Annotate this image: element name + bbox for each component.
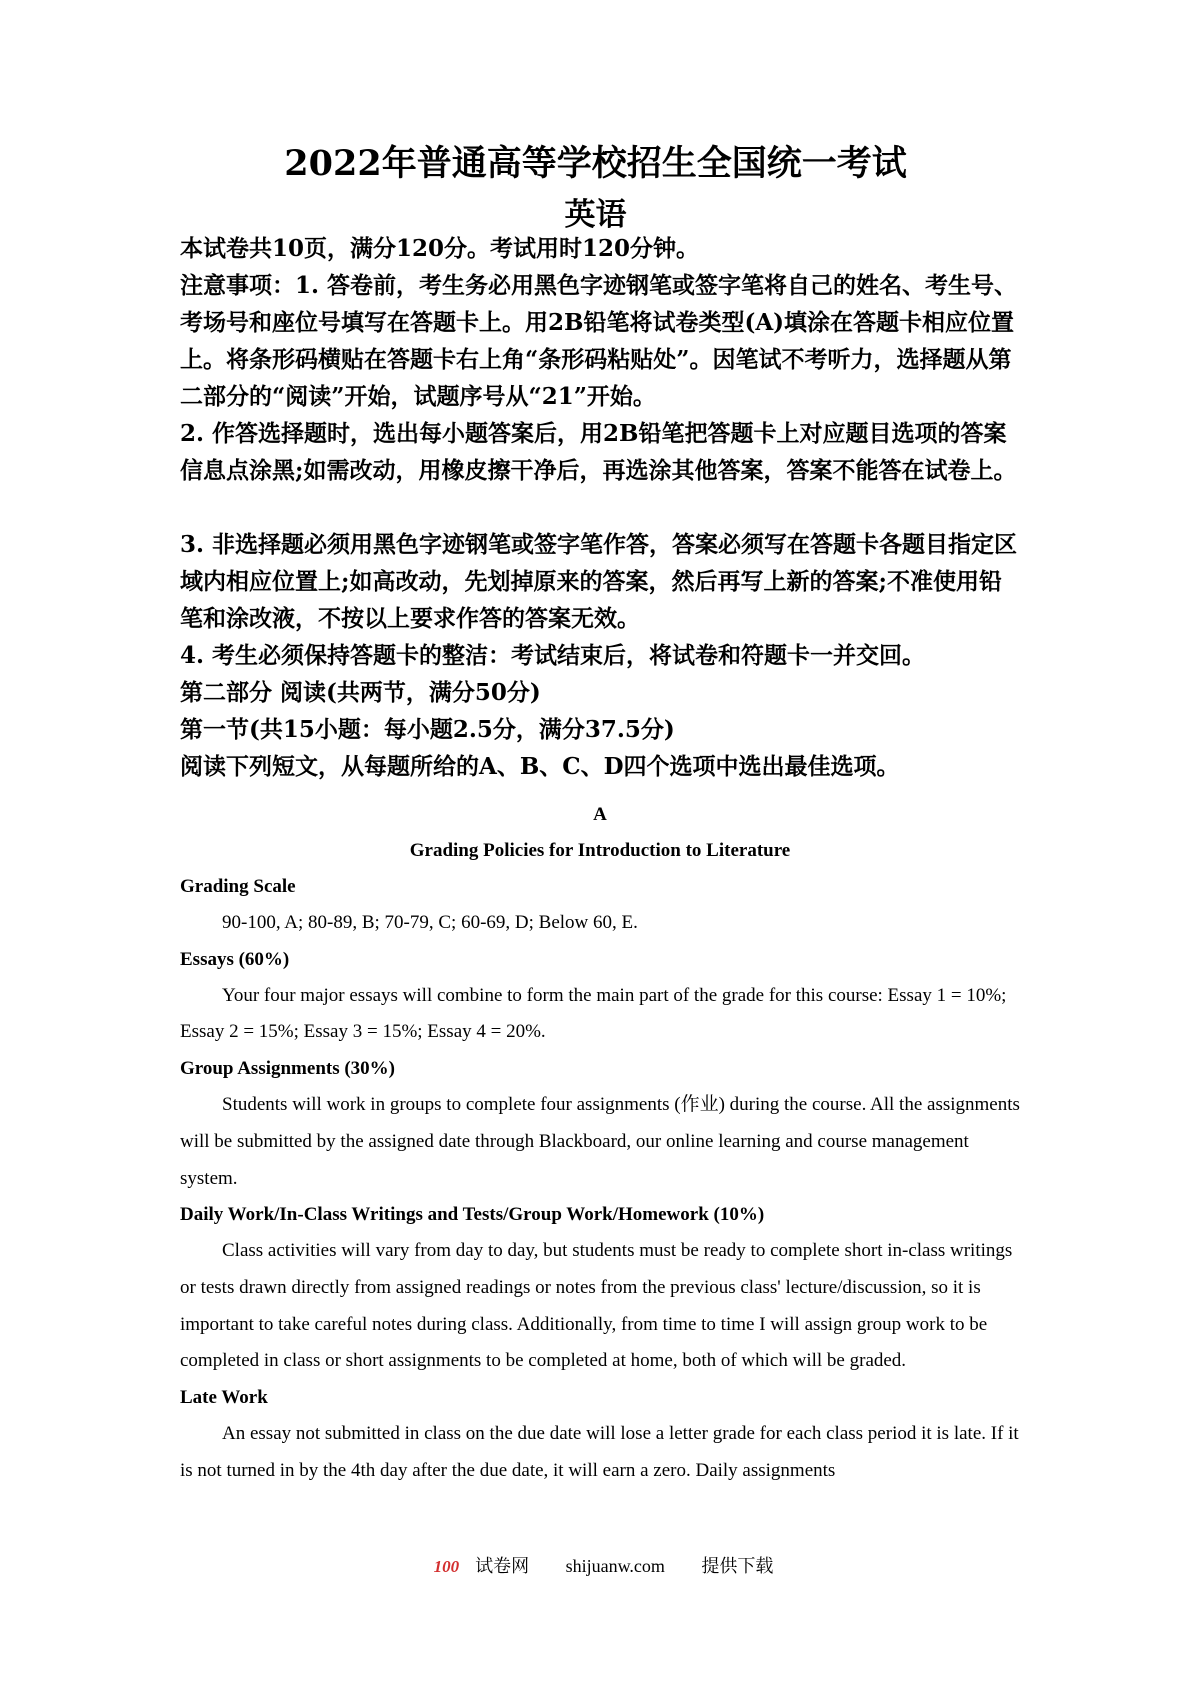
section-heading: Daily Work/In-Class Writings and Tests/Group Work/Homework (10%) [180,1204,765,1226]
section-body: An essay not submitted in class on the due date will lose a letter grade for each class period it is late. If it is not turned in by the 4th day after the due date, it will earn a zero. Daily assignments [180,1423,1019,1481]
logo-text: 试卷网 [475,1556,530,1576]
footer-site: shijuanw.com [565,1556,665,1576]
section-body: Students will work in groups to complete four assignments (作业) during the course. All the assignments will be submitted by the assigned date through Blackboard, our online learning and course management system. [180,1094,1020,1189]
instruction-note-2: 2. 作答选择题时，选出每小题答案后，用2B铅笔把答题卡上对应题目选项的答案信息点涂黑;如需改动，用橡皮擦干净后，再选涂其他答案，答案不能答在试卷上。 [180,420,1017,484]
section-one-heading: 第一节(共15小题：每小题2.5分，满分37.5分) [180,716,675,743]
instruction-note-3: 3. 非选择题必须用黑色字迹钢笔或签字笔作答，答案必须写在答题卡各题目指定区域内相应位置上;如高改动，先划掉原来的答案，然后再写上新的答案;不准使用铅笔和涂改液，不按以上要求作答的答案无效。 [180,531,1018,632]
section-heading: Late Work [180,1387,268,1409]
exam-intro: 本试卷共10页，满分120分。考试用时120分钟。 [180,235,700,262]
exam-subject: 英语 [564,197,627,233]
passage-title: Grading Policies for Introduction to Literature [409,840,791,861]
section-body: Your four major essays will combine to form the main part of the grade for this course: Essay 1 = 10%; Essay 2 = 15%; Essay 3 = 15%; Essay 4 = 20%. [180,984,1007,1043]
footer-logo [418,1556,530,1576]
footer-action: 提供下载 [701,1556,774,1576]
logo-100-mark: 100 [433,1557,460,1576]
page-footer [0,1553,1191,1580]
passage-letter: A [593,804,607,825]
exam-title: 2022年普通高等学校招生全国统一考试 [284,143,907,184]
reading-passage-a [180,797,1020,1489]
instruction-note-4: 4. 考生必须保持答题卡的整洁：考试结束后，将试卷和符题卡一并交回。 [180,642,926,669]
section-body: Class activities will vary from day to day, but students must be ready to complete short in-class writings or tests drawn directly from assigned readings or notes from the previous class' lecture/discussion, so it is important to take careful notes during class. Additionally, from time to time I will assign group work to be completed in class or short assignments to be completed at home, both of which will be graded. [180,1240,1013,1372]
section-body: 90-100, A; 80-89, B; 70-79, C; 60-69, D; Below 60, E. [222,912,638,933]
part-two-heading: 第二部分 阅读(共两节，满分50分) [180,679,541,706]
section-heading: Grading Scale [180,876,296,897]
section-heading: Group Assignments (30%) [180,1058,396,1080]
section-heading: Essays (60%) [180,948,290,970]
reading-directions: 阅读下列短文，从每题所给的A、B、C、D四个选项中选出最佳选项。 [180,753,900,780]
instruction-note-1: 注意事项：1. 答卷前，考生务必用黑色字迹钢笔或签字笔将自己的姓名、考生号、考场号和座位号填写在答题卡上。用2B铅笔将试卷类型(A)填涂在答题卡相应位置上。将条形码横贴在答题卡右上角“条形码粘贴处”。因笔试不考听力，选择题从第二部分的“阅读”开始，试题序号从“21”开始。 [180,272,1018,410]
